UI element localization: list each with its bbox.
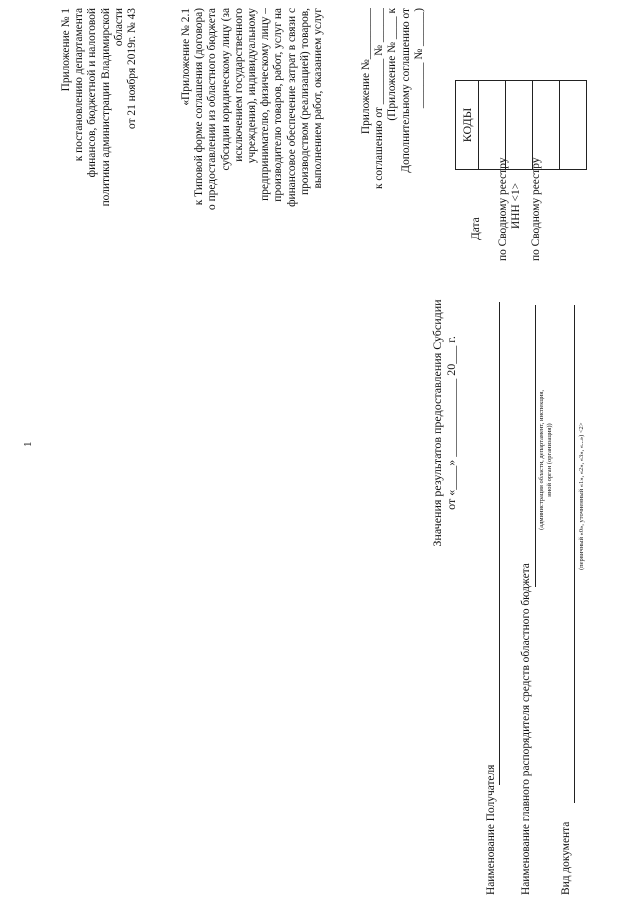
codes-table: [455, 80, 587, 170]
doctype-hint: (первичный «0», уточненный «1», «2», «3», «...») <2>: [578, 422, 585, 570]
doctype-label: Вид документа: [560, 821, 572, 895]
appendix-line: политики администрации Владимирской: [99, 8, 112, 207]
grbs-hint: [538, 340, 554, 580]
grbs-hint-line: иной орган (организация)): [546, 423, 553, 497]
registry-label: по Сводному реестру: [497, 157, 509, 261]
agreement-reference: [360, 8, 426, 308]
recipient-fill-line: [499, 302, 500, 785]
grbs-fill-line: [535, 305, 536, 587]
template-form-line: о предоставлении из областного бюджета: [206, 8, 219, 210]
agreement-line: к соглашению от ________ № ______: [373, 8, 386, 190]
registry-label-2: по Сводному реестру: [530, 157, 542, 261]
template-form-line: производством (реализацией) товаров,: [298, 8, 311, 195]
page-number: 1: [22, 441, 34, 447]
template-form-line: учреждения), индивидуальному: [246, 8, 259, 164]
grbs-label: Наименование главного распорядителя средств областного бюджета: [520, 563, 532, 895]
code-cell-inn[interactable]: [533, 81, 560, 170]
codes-header: КОДЫ: [456, 81, 479, 170]
agreement-line: ________ № ______): [412, 8, 425, 109]
template-form-line: субсидии юридическому лицу (за: [219, 8, 232, 171]
inn-label: ИНН <1>: [510, 182, 522, 229]
appendix-header: [60, 8, 139, 318]
agreement-line: Приложение №_________: [360, 8, 372, 135]
title-date-line: от «____» _____________ 20___ г.: [444, 336, 458, 510]
doctype-fill-line: [574, 305, 575, 803]
appendix-line: к постановлению департамента: [73, 8, 86, 162]
code-cell-date[interactable]: [479, 81, 506, 170]
appendix-line: области: [112, 8, 125, 47]
template-form-line: «Приложение № 2.1: [180, 8, 192, 106]
document-title: [430, 273, 458, 573]
recipient-label: Наименование Получателя: [485, 764, 497, 895]
code-cell-registry[interactable]: [506, 81, 533, 170]
template-form-line: выполнением работ, оказанием услуг: [312, 8, 325, 189]
template-form-line: финансовое обеспечение затрат в связи с: [285, 8, 298, 207]
code-cell-registry-2[interactable]: [560, 81, 587, 170]
template-form-reference: [180, 8, 325, 338]
appendix-line: финансов, бюджетной и налоговой: [86, 8, 99, 178]
appendix-line: Приложение № 1: [60, 8, 72, 92]
template-form-line: производителю товаров, работ, услуг на: [272, 8, 285, 202]
date-label: Дата: [470, 217, 482, 240]
agreement-line: Дополнительному соглашению от: [399, 8, 412, 173]
template-form-line: к Типовой форме соглашения (договора): [193, 8, 206, 206]
grbs-hint-line: (администрация области, департамент, инспекция,: [538, 390, 545, 530]
template-form-line: предпринимателю, физическому лицу –: [259, 8, 272, 201]
template-form-line: исключением государственного: [232, 8, 245, 162]
appendix-line: от 21 ноября 2019г. № 43: [126, 8, 139, 129]
title-line: Значения результатов предоставления Субсидии: [430, 299, 444, 547]
agreement-line: (Приложение № ____ к: [386, 8, 399, 121]
